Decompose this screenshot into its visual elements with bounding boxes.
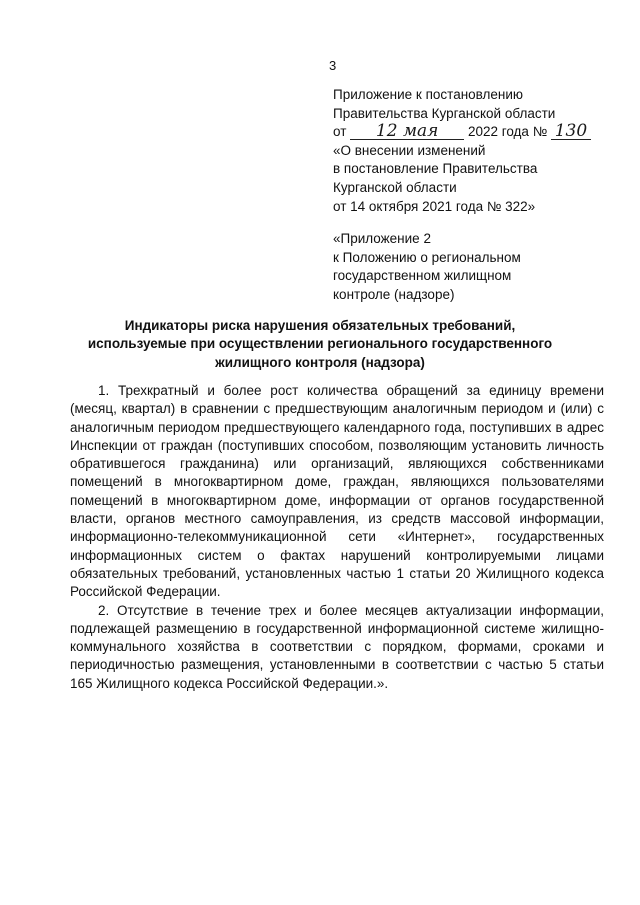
year-text: 2022 года № — [467, 124, 548, 140]
page-number: 3 — [329, 58, 337, 73]
appendix-header — [333, 86, 623, 305]
appendix-line: в постановление Правительства — [333, 161, 538, 177]
number-field — [551, 121, 591, 142]
sub-appendix-line: государственном жилищном — [333, 268, 512, 284]
handwritten-date: 12 мая — [375, 121, 439, 142]
appendix-line: от 14 октября 2021 года № 322» — [333, 198, 536, 214]
appendix-line: «О внесении изменений — [333, 142, 486, 158]
title-line: используемые при осуществлении регионального государственного — [87, 336, 553, 352]
sub-appendix-line: «Приложение 2 — [333, 231, 431, 247]
sub-appendix-line: контроле (надзоре) — [333, 286, 455, 302]
document-body — [70, 382, 604, 693]
paragraph-2: 2. Отсутствие в течение трех и более месяцев актуализации информации, подлежащей размещению в государственной информационной системе жилищно-коммунального хозяйства в соответствии с порядком, формами, сроками и периодичностью размещения, установленными в соответствии с частью 5 статьи 165 Жилищного кодекса Российской Федерации.». — [70, 602, 604, 691]
handwritten-number: 130 — [554, 121, 588, 142]
document-title — [70, 317, 570, 372]
paragraph-1: 1. Трехкратный и более рост количества обращений за единицу времени (месяц, квартал) в сравнении с предшествующим аналогичным периодом и (или) с аналогичным периодом предшествующего календарного года, поступивших в адрес Инспекции от граждан (поступивших способом, позволяющим установить личность обратившегося гражданина) или организаций, являющихся собственниками помещений в многоквартирном доме, граждан, являющихся пользователями помещений в многоквартирном доме, информации от органов государственной власти, органов местного самоуправления, из средств массовой информации, информационно-телекоммуникационной сети «Интернет», государственных информационных систем о фактах нарушений контролируемыми лицами обязательных требований, установленных частью 1 статьи 20 Жилищного кодекса Российской Федерации. — [70, 383, 604, 600]
from-prefix: от — [333, 124, 347, 140]
appendix-line: Правительства Курганской области — [333, 105, 556, 121]
appendix-date-line — [333, 123, 623, 142]
title-line: Индикаторы риска нарушения обязательных требований, — [124, 318, 516, 333]
appendix-line: Курганской области — [333, 179, 457, 195]
appendix-line: Приложение к постановлению — [333, 87, 524, 102]
date-field — [350, 121, 464, 142]
title-line: жилищного контроля (надзора) — [215, 354, 425, 370]
sub-appendix-line: к Положению о региональном — [333, 249, 521, 265]
